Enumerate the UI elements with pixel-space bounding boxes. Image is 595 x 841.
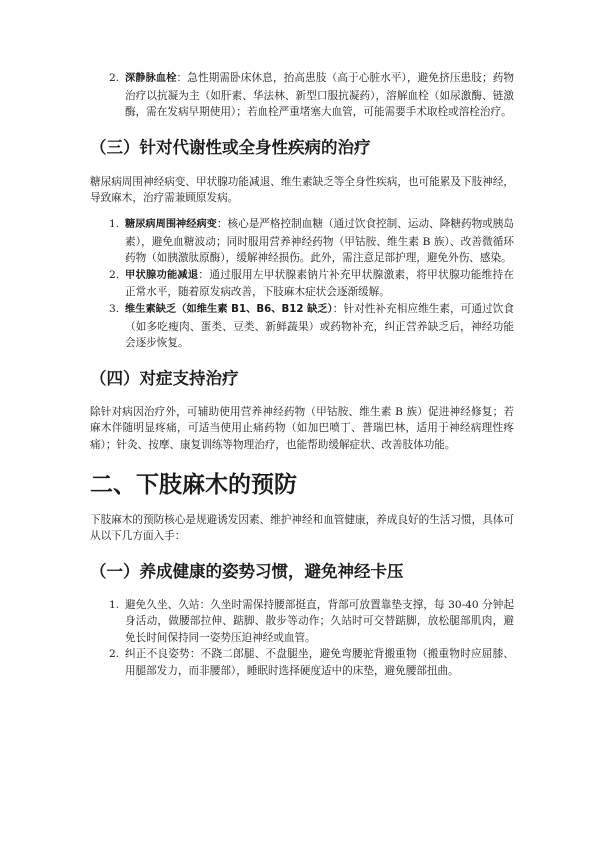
document-content bbox=[90, 70, 514, 680]
item-term: 深静脉血栓 bbox=[125, 73, 177, 84]
list-item bbox=[90, 597, 514, 647]
continued-list bbox=[90, 70, 514, 121]
section-paragraph: 糖尿病周围神经病变、甲状腺功能减退、维生素缺乏等全身性疾病，也可能累及下肢神经，导致麻木，治疗需兼顾原发病。 bbox=[90, 175, 514, 205]
list-number: 3. bbox=[109, 302, 120, 315]
list-number: 1. bbox=[109, 217, 120, 230]
item-text: 避免久坐、久站：久坐时需保持腰部挺直，背部可放置靠垫支撑，每 30-40 分钟起身活动，做腰部拉伸、踮脚、散步等动作；久站时可交替踮脚，放松腿部肌肉，避免长时间保持同一姿势压迫神经或血管。 bbox=[125, 598, 514, 644]
list-item bbox=[90, 646, 514, 679]
section-paragraph: 除针对病因治疗外，可辅助使用营养神经药物（甲钴胺、维生素 B 族）促进神经修复；若麻木伴随明显疼痛，可适当使用止痛药物（如加巴喷丁、普瑞巴林，适用于神经病理性疼痛）；针灸、按摩、康复训练等物理治疗，也能帮助缓解症状、改善肢体功能。 bbox=[90, 405, 514, 451]
list-item bbox=[90, 301, 514, 352]
item-text: 纠正不良姿势：不跷二郎腿、不盘腿坐，避免弯腰驼背搬重物（搬重物时应屈膝、用腿部发力，而非腰部），睡眠时选择硬度适中的床垫，避免腰部扭曲。 bbox=[125, 648, 514, 678]
section-heading: （四）对症支持治疗 bbox=[90, 368, 239, 388]
item-text: ：通过服用左甲状腺素钠片补充甲状腺激素，将甲状腺功能维持在正常水平，随着原发病改善，下肢麻木症状会逐渐缓解。 bbox=[125, 268, 514, 299]
list-item bbox=[90, 70, 514, 121]
list-item bbox=[90, 267, 514, 301]
item-term: 甲状腺功能减退 bbox=[125, 269, 199, 281]
item-term: 糖尿病周围神经病变 bbox=[125, 218, 217, 230]
list-number: 2. bbox=[109, 648, 120, 661]
item-text: ：针对性补充相应维生素，可通过饮食（如多吃瘦肉、蛋类、豆类、新鲜蔬果）或药物补充，纠正营养缺乏后，神经功能会逐步恢复。 bbox=[125, 302, 514, 350]
item-term: 维生素缺乏（如维生素 B1、B6、B12 缺乏） bbox=[125, 303, 333, 315]
list-item bbox=[90, 216, 514, 267]
list-number: 2. bbox=[109, 72, 120, 84]
section-heading: （三）针对代谢性或全身性疾病的治疗 bbox=[90, 137, 371, 157]
chapter-paragraph: 下肢麻木的预防核心是规避诱发因素、维护神经和血管健康，养成良好的生活习惯，具体可从以下几方面入手： bbox=[90, 513, 514, 543]
section-list bbox=[90, 216, 514, 352]
section-list bbox=[90, 597, 514, 680]
item-text: ：急性期需卧床休息，抬高患肢（高于心脏水平），避免挤压患肢；药物治疗以抗凝为主（如肝素、华法林、新型口服抗凝药），溶解血栓（如尿激酶、链激酶，需在发病早期使用）；若血栓严重堵塞大血管，可能需要手术取栓或溶栓治疗。 bbox=[125, 72, 514, 119]
list-number: 2. bbox=[109, 268, 120, 281]
section-heading: （一）养成健康的姿势习惯，避免神经卡压 bbox=[90, 561, 404, 581]
list-number: 1. bbox=[109, 598, 120, 611]
chapter-heading: 二、下肢麻木的预防 bbox=[90, 471, 297, 498]
item-text: ：核心是严格控制血糖（通过饮食控制、运动、降糖药物或胰岛素），避免血糖波动；同时服用营养神经药物（甲钴胺、维生素 B 族）、改善微循环药物（如胰激肽原酶），缓解神经损伤。此外，需注意足部护理，避免外伤、感染。 bbox=[125, 217, 514, 265]
